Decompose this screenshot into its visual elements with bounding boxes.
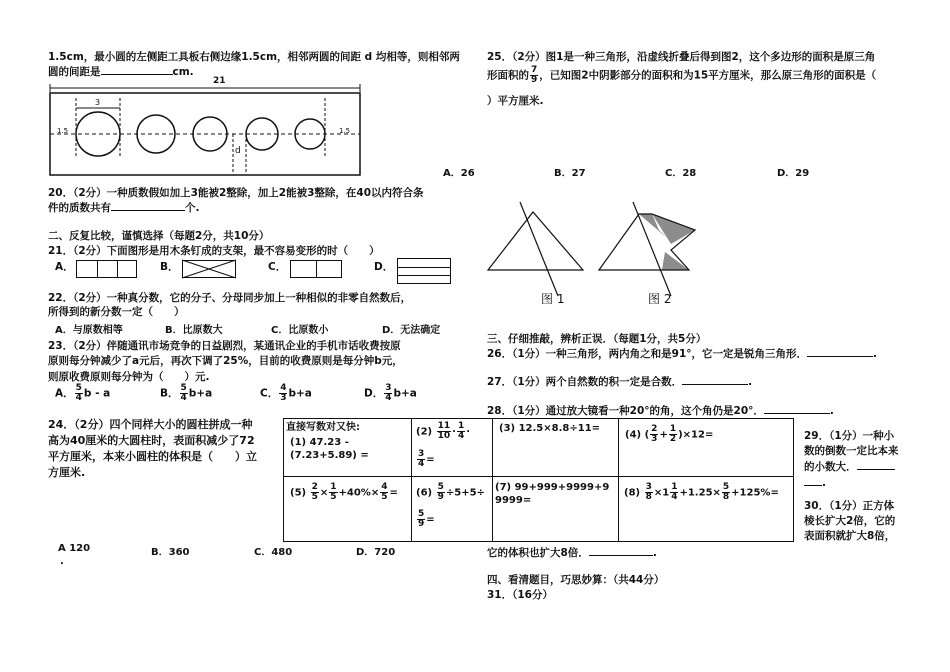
q21-option-c-frame: [290, 260, 342, 278]
calc-cell-3[interactable]: [499, 422, 600, 435]
calc-cell-7[interactable]: [495, 481, 609, 507]
q22-option-b[interactable]: B．比原数大: [165, 325, 223, 336]
cell-label: (1): [290, 437, 307, 448]
calc-cell-4[interactable]: (4) ( $\frac{2}{3}$ + $\frac{1}{2}$ )×12=: [625, 424, 714, 444]
frac-num: 1: [669, 424, 677, 434]
q20-line1: [48, 185, 424, 200]
calc-cell-6[interactable]: [416, 483, 485, 502]
frac-den: 4: [418, 459, 425, 469]
q27-answer-blank[interactable]: [682, 374, 748, 385]
q27-number: 27．（1分）: [487, 376, 546, 388]
eq: =: [426, 454, 435, 466]
q26-number: 26．（1分）: [487, 348, 546, 360]
q31-number: 31．（16分）: [487, 589, 553, 601]
q28-answer-blank[interactable]: [764, 403, 830, 414]
frac-num: 5: [180, 383, 187, 393]
frac-den: 3: [651, 434, 658, 444]
op: ×1: [653, 487, 670, 499]
q30-tail: .: [652, 547, 657, 559]
q28-text: 通过放大镜看一种20°的角，这个角仍是20°．: [545, 405, 764, 417]
frac-den: 9: [418, 519, 425, 529]
fig2-folded-polygon: [597, 200, 702, 300]
frac-den: 8: [722, 492, 730, 502]
left-margin-label: 1.5: [57, 127, 69, 135]
q21-option-a-frame: [76, 260, 137, 278]
q24-number: 24．（2分）: [48, 418, 110, 431]
q24-line2: 高为40厘米的大圆柱时，表面积减少了72: [48, 434, 255, 447]
q24-option-c[interactable]: C．480: [254, 547, 293, 558]
q25-number: 25．（2分）: [487, 51, 546, 63]
op: +: [659, 429, 668, 441]
section4-heading: 四、看清题目，巧思妙算：（共44分）: [487, 574, 665, 586]
right-margin-label: 1.5: [339, 127, 351, 135]
frac-den: 4: [385, 393, 392, 403]
cell-label: (3): [499, 423, 516, 434]
q21-number: 21．（2分）: [48, 245, 107, 257]
q23-d-label: D．: [364, 387, 384, 400]
q30-block: [804, 499, 895, 544]
frac-den: 4: [180, 393, 187, 403]
q28-number: 28．（1分）: [487, 405, 546, 417]
q25-suffix: ，已知图2中阴影部分的面积和为15平方厘米，那么原三角形的面积是（: [539, 69, 877, 82]
frac-num: 3: [418, 449, 425, 459]
frac-num: 1: [457, 421, 465, 431]
cell-line2: (7.23+5.89) =: [290, 450, 369, 461]
frac-num: 3: [645, 482, 652, 492]
cell-label: (6): [416, 487, 433, 499]
q24-option-b[interactable]: B．360: [151, 547, 190, 558]
q23-b-rest: b+a: [188, 387, 213, 400]
frac-num: 11: [437, 421, 451, 431]
fraction: [670, 483, 678, 502]
q30-number: 30．（1分）: [804, 500, 863, 512]
q22-option-a[interactable]: A．与原数相等: [55, 325, 123, 336]
q23-d-rest: b+a: [393, 387, 417, 400]
q23-c-fraction: [279, 384, 287, 403]
op: +1.25×: [679, 487, 721, 499]
q27-line: [487, 374, 752, 389]
op: ·: [452, 426, 456, 438]
q22-text: 一种真分数，它的分子、分母同步加上一种相似的非零自然数后，: [106, 292, 412, 304]
q21-option-d-label[interactable]: D．: [374, 261, 394, 273]
frac-num: 7: [531, 65, 538, 75]
diameter-label: 3: [95, 98, 101, 107]
eq: =: [389, 487, 398, 499]
cell-label: (7): [495, 482, 512, 493]
fraction: [669, 425, 677, 444]
q25-line3: ）平方厘米.: [487, 95, 544, 107]
fraction: [417, 450, 425, 469]
q21-line: [48, 243, 380, 258]
q29-tail: .: [822, 477, 826, 489]
q26-text: 一种三角形，两内角之和是91°，它一定是锐角三角形．: [545, 348, 808, 360]
frac-den: 9: [531, 75, 538, 85]
frac-num: 3: [385, 383, 392, 393]
q19-intro-line1: 1.5cm，最小圆的左侧距工具板右侧边缘1.5cm，相邻两圆的间距 d 均相等，则相邻两: [48, 51, 460, 63]
frac-den: 9: [437, 492, 444, 502]
frac-den: 5: [311, 492, 318, 502]
q21-option-c-label[interactable]: C．: [268, 261, 287, 273]
q22-number: 22．（2分）: [48, 292, 107, 304]
q21-option-b-label[interactable]: B．: [160, 261, 179, 273]
q25-option-a[interactable]: A．26: [443, 168, 475, 179]
frac-num: 2: [651, 424, 658, 434]
q23-number: 23．（2分）: [48, 340, 107, 352]
q22-line2: 所得到的新分数一定（ ）: [48, 306, 185, 318]
q22-option-c[interactable]: C．比原数小: [271, 325, 329, 336]
q30-cont-text: 它的体积也扩大8倍．: [487, 547, 589, 559]
cell-expr: 12.5×8.8÷11=: [518, 423, 601, 434]
frac-num: 5: [75, 383, 82, 393]
calc-cell-1[interactable]: [290, 436, 369, 462]
q24-line3: 平方厘米，本来小圆柱的体积是（ ）立: [48, 450, 257, 463]
q23-option-d[interactable]: [364, 384, 417, 403]
frac-den: 4: [75, 393, 82, 403]
q25-text: 图1是一种三角形，沿虚线折叠后得到图2，这个多边形的面积是原三角: [545, 51, 876, 63]
fraction: [437, 422, 452, 441]
cell-label: (8): [624, 487, 641, 499]
q23-line1: [48, 338, 401, 353]
cell-line1: 99+999+9999+9: [514, 482, 610, 493]
op: ·: [466, 426, 471, 438]
calc-cell-5[interactable]: [290, 483, 398, 502]
fig1-triangle: [485, 200, 595, 300]
q24-line1: [48, 416, 252, 432]
q29-line2: 数的倒数一定比本来: [804, 445, 899, 457]
q26-answer-blank[interactable]: [807, 346, 873, 357]
q24-line4: 方厘米.: [48, 466, 86, 479]
q23-c-rest: b+a: [288, 387, 312, 400]
q19-intro-line2: [48, 64, 194, 79]
fraction: [645, 483, 653, 502]
cell-line2: 9999=: [495, 495, 532, 506]
calc-cell-8[interactable]: [624, 483, 779, 502]
fraction: [380, 483, 388, 502]
op: ×: [319, 487, 329, 499]
q23-text: 伴随通讯市场竞争的日益剧烈，某通讯企业的手机市话收费按原: [106, 340, 401, 352]
frac-den: 5: [330, 492, 337, 502]
frac-num: 4: [280, 383, 287, 393]
op: +125%=: [731, 487, 779, 499]
gap-d-label: d: [235, 146, 241, 156]
q23-a-label: A．: [55, 387, 74, 400]
q23-a-rest: b - a: [83, 387, 111, 400]
q29-number: 29．（1分）: [804, 430, 863, 442]
q29-line3: 的小数大．: [804, 461, 857, 473]
tool-board-figure: [48, 78, 368, 178]
frac-num: 1: [671, 482, 678, 492]
cell-tail: ×12=: [682, 429, 714, 441]
q25-fraction: [530, 66, 538, 85]
q25-option-d[interactable]: D．29: [777, 168, 810, 179]
q27-tail: .: [748, 376, 753, 388]
q29-answer-blank[interactable]: [857, 459, 895, 470]
q29-answer-blank-cont[interactable]: [804, 475, 822, 486]
q22-line1: [48, 290, 411, 305]
fraction: [329, 483, 337, 502]
section3-heading: 三、仔细推敲，辨析正误．（每题1分，共5分）: [487, 333, 707, 345]
fraction: [311, 483, 319, 502]
frac-den: 5: [381, 492, 388, 502]
calc-cell-2[interactable]: [416, 422, 470, 441]
q28-line: [487, 403, 834, 418]
fraction: [437, 483, 445, 502]
q20-answer-blank[interactable]: [111, 200, 185, 211]
frac-den: 4: [457, 431, 465, 441]
q23-option-c[interactable]: [260, 384, 312, 403]
q20-prefix: 件的质数共有: [48, 202, 111, 214]
q20-number: 20．（2分）: [48, 187, 107, 199]
fig1-label: 图 1: [541, 292, 565, 306]
frac-den: 8: [645, 492, 652, 502]
q24-option-d[interactable]: D．720: [356, 547, 396, 558]
q23-line3: 则原收费原则每分钟为（ ）元.: [48, 371, 210, 383]
cell-label: (4): [625, 429, 642, 441]
table-header: 直接写数对又快:: [286, 422, 360, 433]
frac-num: 5: [418, 509, 425, 519]
q19-prefix: 圆的间距是: [48, 66, 101, 78]
q23-b-label: B．: [160, 387, 179, 400]
q28-tail: .: [829, 405, 834, 417]
op: +40%×: [338, 487, 380, 499]
q27-text: 两个自然数的积一定是合数．: [545, 376, 683, 388]
q19-answer-blank[interactable]: [101, 64, 173, 75]
q30-line2: 棱长扩大2倍，它的: [804, 515, 896, 527]
section2-heading: 二、反复比较，谨慎选择（每题2分，共10分）: [48, 230, 270, 242]
q21-option-a-label[interactable]: A．: [55, 261, 74, 273]
calc-cell-2-cont: [416, 450, 435, 469]
frac-num: 2: [311, 482, 318, 492]
q20-suffix: 个.: [185, 202, 200, 214]
q26-tail: .: [873, 348, 878, 360]
cell-label: (5): [290, 487, 307, 499]
fraction: [457, 422, 465, 441]
calc-cell-6-cont: [416, 510, 435, 529]
q24-trailing-dot: .: [60, 556, 64, 567]
q23-option-b[interactable]: [160, 384, 212, 403]
frac-den: 2: [669, 434, 677, 444]
q23-d-fraction: [384, 384, 392, 403]
op: ÷5+5÷: [445, 487, 485, 499]
q30-line1: 正方体: [862, 500, 895, 512]
q24-option-a[interactable]: A 120: [58, 543, 91, 554]
frac-den: 4: [671, 492, 678, 502]
cell-label: (2): [416, 426, 433, 438]
q19-suffix: cm.: [172, 66, 194, 78]
frac-num: 1: [330, 482, 337, 492]
q25-option-c[interactable]: C．28: [665, 168, 697, 179]
q23-c-label: C．: [260, 387, 279, 400]
frac-den: 3: [280, 393, 287, 403]
frac-num: 4: [381, 482, 388, 492]
q23-a-fraction: [75, 384, 83, 403]
q20-line2: [48, 200, 200, 215]
q30-line3: 表面积就扩大8倍，: [804, 530, 896, 542]
fraction: [417, 510, 425, 529]
frac-num: 5: [437, 482, 444, 492]
q25-line2: [487, 66, 876, 85]
board-length-label: 21: [210, 76, 229, 86]
q23-option-a[interactable]: [55, 384, 110, 403]
q26-line: [487, 346, 877, 361]
q29-line1: 一种小: [862, 430, 895, 442]
q25-line1: [487, 49, 875, 64]
frac-num: 5: [722, 482, 730, 492]
q25-prefix: 形面积的: [487, 69, 529, 82]
q30-continuation: [487, 545, 657, 560]
fig2-label: 图 2: [648, 292, 672, 306]
q20-text: 一种质数假如加上3能被2整除，加上2能被3整除，在40以内符合条: [106, 187, 424, 199]
q25-option-b[interactable]: B．27: [554, 168, 586, 179]
cell-line1: 47.23 -: [309, 437, 349, 448]
fraction: [650, 425, 658, 444]
fraction: [722, 483, 730, 502]
eq: =: [426, 514, 435, 526]
q30-answer-blank[interactable]: [589, 545, 653, 556]
q21-text: 下面图形是用木条钉成的支架，最不容易变形的时（ ）: [106, 245, 380, 257]
q21-option-d-frame: [397, 258, 451, 284]
q24-text: 四个同样大小的圆柱拼成一种: [109, 418, 253, 431]
frac-den: 10: [437, 431, 451, 441]
q22-option-d[interactable]: D．无法确定: [382, 325, 441, 336]
q21-option-b-frame: [182, 260, 236, 278]
q29-block: [804, 429, 899, 491]
q23-line2: 原则每分钟减少了a元后，再次下调了25%，目前的收费原则是每分钟b元，: [48, 355, 403, 367]
q23-b-fraction: [180, 384, 188, 403]
